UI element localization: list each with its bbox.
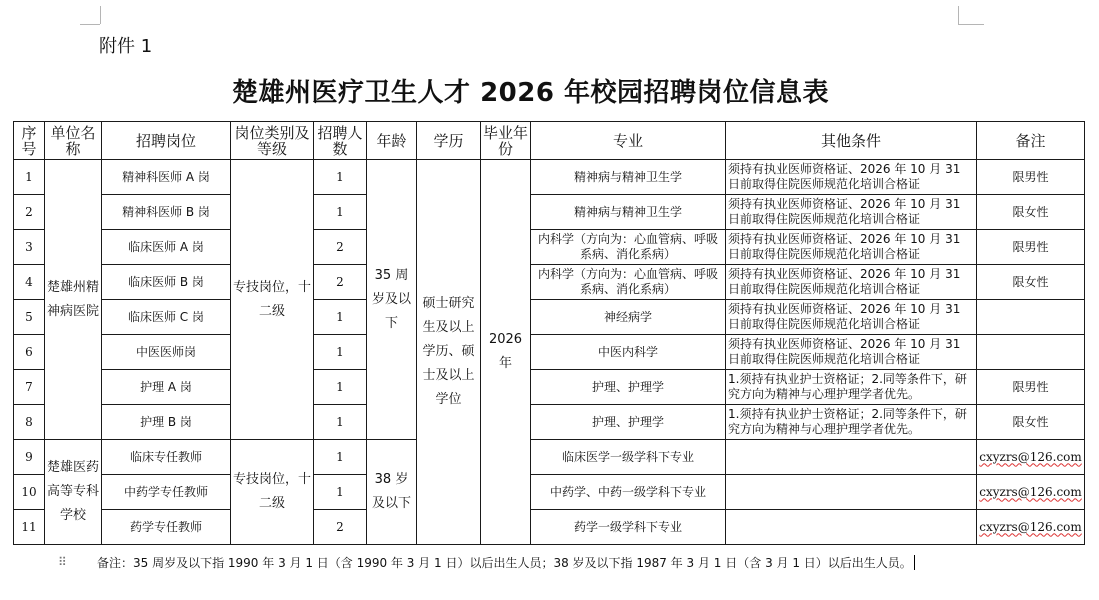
row-count: 2 xyxy=(314,510,367,545)
row-major: 内科学（方向为：心血管病、呼吸系病、消化系病） xyxy=(531,230,726,265)
row-post: 中药学专任教师 xyxy=(102,475,231,510)
row-seq: 3 xyxy=(14,230,45,265)
row-post: 护理 B 岗 xyxy=(102,405,231,440)
row-other: 须持有执业医师资格证、2026 年 10 月 31 日前取得住院医师规范化培训合格证 xyxy=(726,335,977,370)
table-row xyxy=(14,440,1085,475)
row-major: 精神病与精神卫生学 xyxy=(531,160,726,195)
table-row xyxy=(14,265,1085,300)
header-post: 招聘岗位 xyxy=(102,122,231,160)
crop-mark-top-right xyxy=(958,6,959,24)
table-row xyxy=(14,475,1085,510)
footnote[interactable] xyxy=(97,554,915,571)
row-seq: 10 xyxy=(14,475,45,510)
row-major: 精神病与精神卫生学 xyxy=(531,195,726,230)
row-remark xyxy=(977,300,1085,335)
table-header-row xyxy=(14,122,1085,160)
row-other: 1.须持有执业护士资格证；2.同等条件下，研究方向为精神与心理护理学者优先。 xyxy=(726,370,977,405)
document-title: 楚雄州医疗卫生人才 2026 年校园招聘岗位信息表 xyxy=(232,78,829,108)
row-major: 中药学、中药一级学科下专业 xyxy=(531,475,726,510)
table-row xyxy=(14,510,1085,545)
row-major: 护理、护理学 xyxy=(531,370,726,405)
drag-handle-icon[interactable]: ⠿ xyxy=(58,555,67,569)
row-other xyxy=(726,440,977,475)
row-other: 须持有执业医师资格证、2026 年 10 月 31 日前取得住院医师规范化培训合格证 xyxy=(726,230,977,265)
row-post: 精神科医师 A 岗 xyxy=(102,160,231,195)
header-category: 岗位类别及等级 xyxy=(231,122,314,160)
positions-table xyxy=(13,121,1085,545)
header-other-conditions: 其他条件 xyxy=(726,122,977,160)
row-post: 药学专任教师 xyxy=(102,510,231,545)
row-count: 1 xyxy=(314,160,367,195)
row-remark xyxy=(977,335,1085,370)
row-other: 须持有执业医师资格证、2026 年 10 月 31 日前取得住院医师规范化培训合格证 xyxy=(726,300,977,335)
row-remark-email[interactable]: cxyzrs@126.com xyxy=(977,510,1085,545)
row-count: 1 xyxy=(314,440,367,475)
table-row xyxy=(14,300,1085,335)
unit-cell: 楚雄医药高等专科学校 xyxy=(45,440,102,545)
row-remark: 限女性 xyxy=(977,195,1085,230)
row-count: 1 xyxy=(314,475,367,510)
row-seq: 6 xyxy=(14,335,45,370)
category-cell: 专技岗位，十二级 xyxy=(231,440,314,545)
row-post: 临床医师 B 岗 xyxy=(102,265,231,300)
row-post: 临床医师 C 岗 xyxy=(102,300,231,335)
header-major: 专业 xyxy=(531,122,726,160)
header-seq: 序号 xyxy=(14,122,45,160)
table-row xyxy=(14,405,1085,440)
row-major: 神经病学 xyxy=(531,300,726,335)
row-seq: 7 xyxy=(14,370,45,405)
row-seq: 11 xyxy=(14,510,45,545)
header-unit: 单位名称 xyxy=(45,122,102,160)
table-row xyxy=(14,230,1085,265)
row-count: 1 xyxy=(314,300,367,335)
row-remark: 限男性 xyxy=(977,230,1085,265)
row-seq: 4 xyxy=(14,265,45,300)
row-post: 临床医师 A 岗 xyxy=(102,230,231,265)
row-post: 护理 A 岗 xyxy=(102,370,231,405)
table-row xyxy=(14,195,1085,230)
attachment-label: 附件 1 xyxy=(99,36,153,57)
header-age: 年龄 xyxy=(367,122,417,160)
table-row xyxy=(14,160,1085,195)
crop-mark-top-left xyxy=(100,6,101,24)
age-cell: 35 周岁及以下 xyxy=(367,160,417,440)
row-remark: 限男性 xyxy=(977,160,1085,195)
row-count: 1 xyxy=(314,370,367,405)
age-cell: 38 岁及以下 xyxy=(367,440,417,545)
crop-mark-top-left-h xyxy=(80,24,100,25)
row-remark: 限女性 xyxy=(977,265,1085,300)
row-other xyxy=(726,475,977,510)
row-count: 2 xyxy=(314,230,367,265)
header-grad-year: 毕业年份 xyxy=(481,122,531,160)
row-other: 1.须持有执业护士资格证；2.同等条件下，研究方向为精神与心理护理学者优先。 xyxy=(726,405,977,440)
row-seq: 9 xyxy=(14,440,45,475)
row-major: 中医内科学 xyxy=(531,335,726,370)
row-seq: 8 xyxy=(14,405,45,440)
row-post: 中医医师岗 xyxy=(102,335,231,370)
row-count: 1 xyxy=(314,195,367,230)
row-seq: 5 xyxy=(14,300,45,335)
header-count: 招聘人数 xyxy=(314,122,367,160)
row-remark-email[interactable]: cxyzrs@126.com xyxy=(977,440,1085,475)
row-major: 护理、护理学 xyxy=(531,405,726,440)
grad-year-cell: 2026 年 xyxy=(481,160,531,545)
row-post: 精神科医师 B 岗 xyxy=(102,195,231,230)
header-education: 学历 xyxy=(417,122,481,160)
row-major: 临床医学一级学科下专业 xyxy=(531,440,726,475)
row-seq: 1 xyxy=(14,160,45,195)
unit-cell: 楚雄州精神病医院 xyxy=(45,160,102,440)
row-count: 2 xyxy=(314,265,367,300)
row-major: 药学一级学科下专业 xyxy=(531,510,726,545)
row-other: 须持有执业医师资格证、2026 年 10 月 31 日前取得住院医师规范化培训合格证 xyxy=(726,160,977,195)
crop-mark-top-right-h xyxy=(958,24,984,25)
header-remark: 备注 xyxy=(977,122,1085,160)
row-count: 1 xyxy=(314,335,367,370)
row-post: 临床专任教师 xyxy=(102,440,231,475)
row-other: 须持有执业医师资格证、2026 年 10 月 31 日前取得住院医师规范化培训合格证 xyxy=(726,195,977,230)
footnote-text: 备注：35 周岁及以下指 1990 年 3 月 1 日（含 1990 年 3 月 1 日）以后出生人员；38 岁及以下指 1987 年 3 月 1 日（含 3 月 1 日）以后出生人员。 xyxy=(97,556,912,570)
row-other: 须持有执业医师资格证、2026 年 10 月 31 日前取得住院医师规范化培训合格证 xyxy=(726,265,977,300)
table-row xyxy=(14,335,1085,370)
row-remark: 限女性 xyxy=(977,405,1085,440)
education-cell: 硕士研究生及以上学历、硕士及以上学位 xyxy=(417,160,481,545)
row-remark: 限男性 xyxy=(977,370,1085,405)
row-count: 1 xyxy=(314,405,367,440)
row-remark-email[interactable]: cxyzrs@126.com xyxy=(977,475,1085,510)
category-cell: 专技岗位，十二级 xyxy=(231,160,314,440)
text-cursor xyxy=(914,555,915,570)
table-row xyxy=(14,370,1085,405)
row-major: 内科学（方向为：心血管病、呼吸系病、消化系病） xyxy=(531,265,726,300)
row-seq: 2 xyxy=(14,195,45,230)
row-other xyxy=(726,510,977,545)
